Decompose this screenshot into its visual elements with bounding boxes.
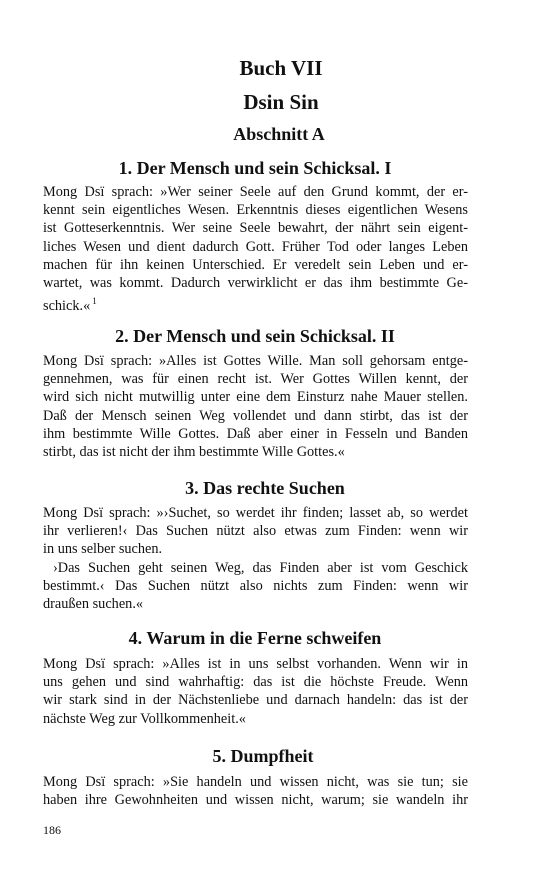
text-line: haben ihre Gewohnheiten und wissen nicht, warum; sie wandeln ihr: [43, 792, 468, 809]
section-body-2: [43, 352, 468, 461]
text-line: stirbt, das ist nicht der ihm bestimmte Wille Gottes.«: [43, 444, 345, 461]
text-line: ihr verlieren!‹ Das Suchen nützt also etwas zum Finden: wenn wir: [43, 523, 468, 540]
text-line: ist Gotteserkenntnis. Wer seine Seele bewahrt, der nährt sein eigent-: [43, 220, 468, 237]
text-line: Mong Dsï sprach: »Wer seiner Seele auf den Grund kommt, der er-: [43, 184, 468, 200]
book-name: Dsin Sin: [243, 90, 319, 114]
text-line: in uns selber suchen.: [43, 541, 163, 558]
book-title: Buch VII: [239, 56, 323, 80]
text-line: nächste Weg zur Vollkommenheit.«: [43, 710, 246, 727]
section-title-2: 2. Der Mensch und sein Schicksal. II: [115, 326, 395, 346]
text-line: wartet, was kommt. Dadurch verwirklicht er das ihm bestimmte Ge-: [43, 275, 468, 292]
section-title-3: 3. Das rechte Suchen: [185, 478, 345, 498]
text-line: Mong Dsï sprach: »Alles ist Gottes Wille. Man soll gehorsam entge-: [43, 353, 468, 369]
text-line-last: [43, 292, 468, 315]
text-line: schick.«: [43, 298, 91, 315]
text-line: bestimmt.‹ Das Suchen nützt also nichts zum Finden: wenn wir: [43, 577, 468, 594]
text-line: Mong Dsï sprach: »›Suchet, so werdet ihr finden; lasset ab, so werdet: [43, 505, 468, 521]
text-line: wir stark sind in der Nächstenliebe und darnach handeln: das ist der: [43, 692, 468, 709]
section-body-5: [43, 773, 468, 809]
footnote-marker: 1: [92, 296, 97, 307]
text-line: liches Wesen und dient dadurch Gott. Früher Tod oder langes Leben: [43, 238, 468, 255]
text-line: Mong Dsï sprach: »Alles ist in uns selbst vorhanden. Wenn wir in: [43, 656, 468, 672]
section-title-4: 4. Warum in die Ferne schweifen: [128, 628, 382, 648]
text-line: uns gehen und sind wahrhaftig: das ist die höchste Freude. Wenn: [43, 674, 468, 691]
text-line: ihm bestimmte Wille Gottes. Daß aber einer in Fesseln und Banden: [43, 425, 468, 442]
section-title-1: 1. Der Mensch und sein Schicksal. I: [118, 158, 392, 178]
text-line: kennt sein eigentliches Wesen. Erkenntnis dieses eigentlichen Wesens: [43, 202, 468, 219]
section-title-5: 5. Dumpfheit: [212, 746, 314, 766]
text-line: Mong Dsï sprach: »Sie handeln und wissen nicht, was sie tun; sie: [43, 774, 468, 790]
text-line: ›Das Suchen geht seinen Weg, das Finden aber ist vom Geschick: [53, 559, 468, 576]
section-body-3: [43, 504, 468, 613]
section-heading: Abschnitt A: [233, 124, 325, 144]
text-line: draußen suchen.«: [43, 596, 144, 613]
text-line: wird sich nicht mutwillig unter eine dem Einsturz nahe Mauer stellen.: [43, 389, 468, 406]
text-line: machen für ihn keinen Unterschied. Er veredelt sein Leben und er-: [43, 256, 468, 273]
section-body-4: [43, 655, 468, 728]
text-line: Daß der Mensch seinen Weg vollendet und dann stirbt, das ist der: [43, 407, 468, 424]
page-number: 186: [43, 823, 61, 837]
section-body-1: [43, 183, 468, 315]
text-line: gennehmen, was für einen recht ist. Wer Gottes Willen kennt, der: [43, 371, 468, 388]
